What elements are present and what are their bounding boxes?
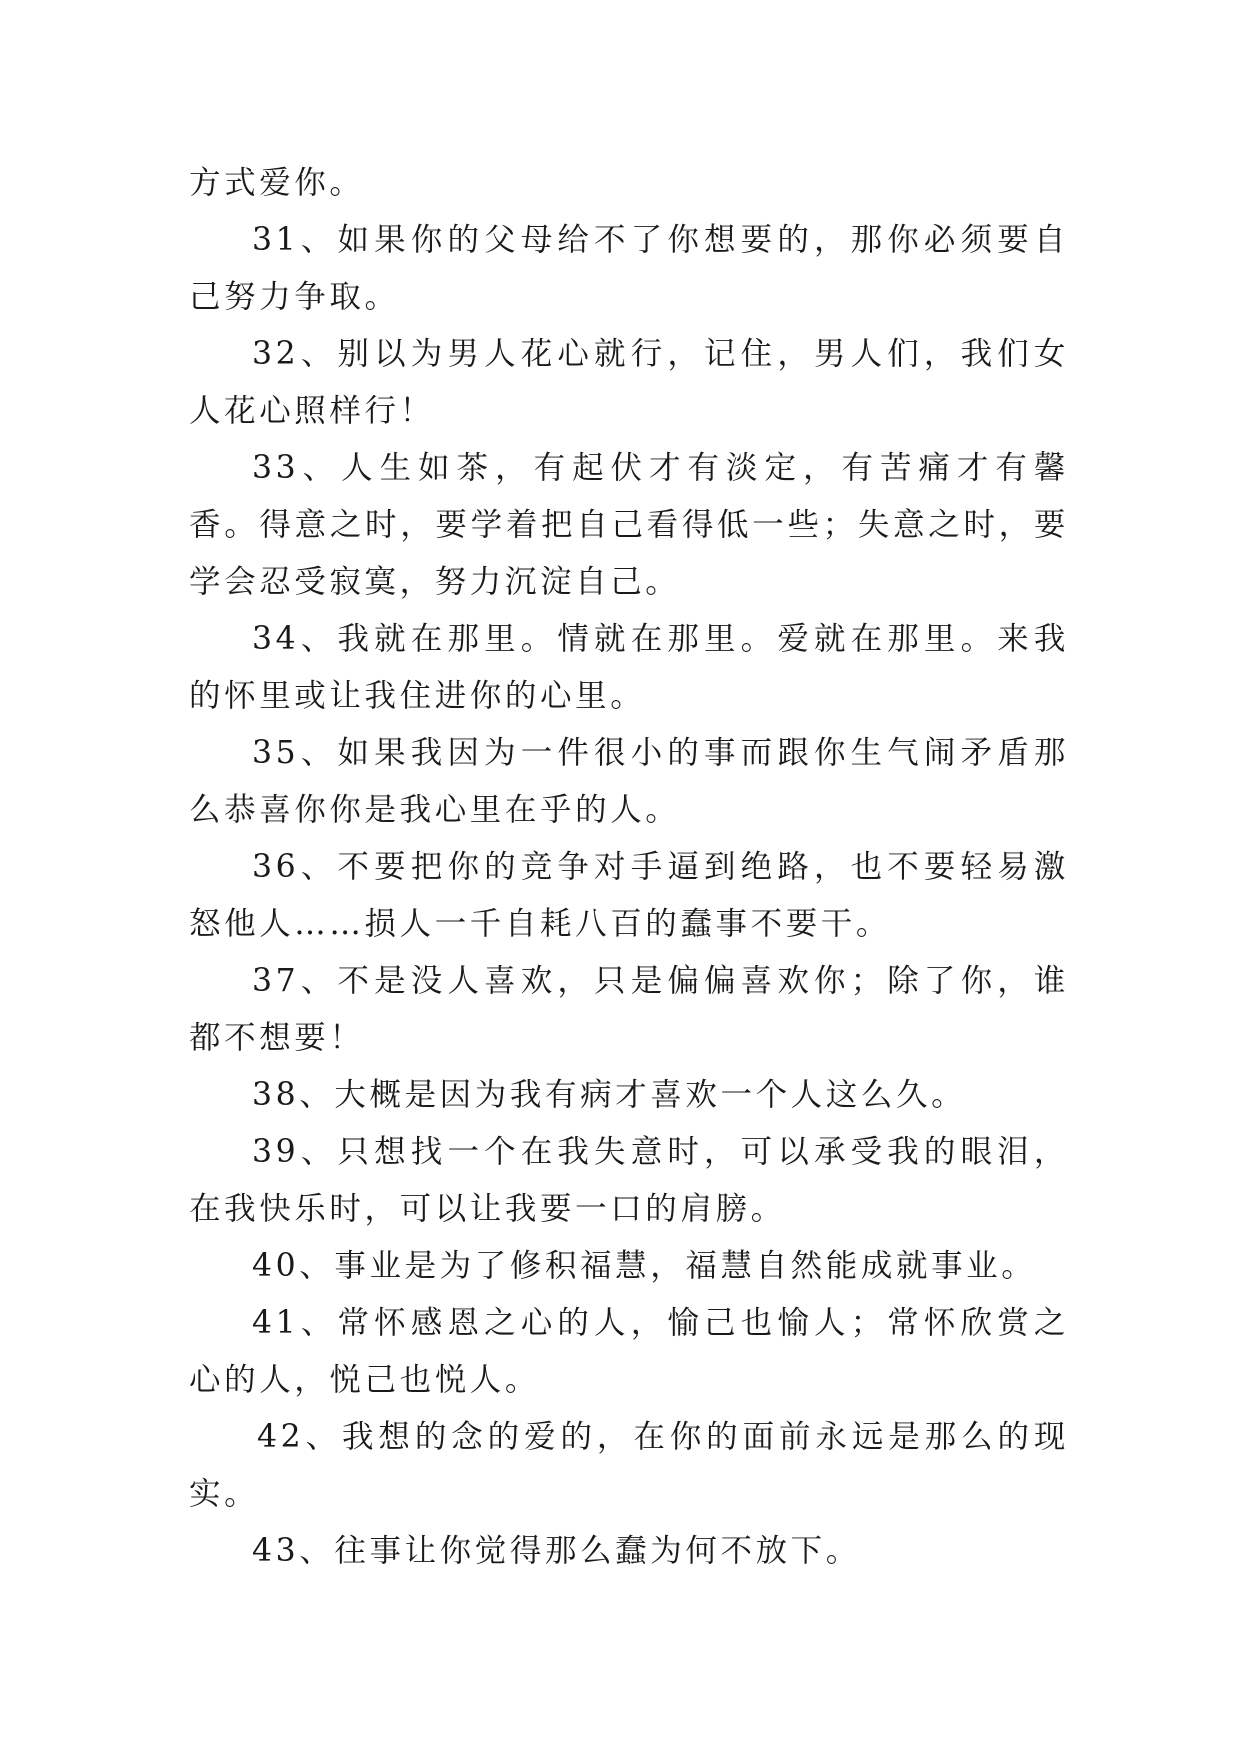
- paragraph-35: 35、如果我因为一件很小的事而跟你生气闹矛盾那么恭喜你你是我心里在乎的人。: [189, 735, 1069, 828]
- paragraph-33: 33、人生如茶，有起伏才有淡定，有苦痛才有馨香。得意之时，要学着把自己看得低一些；失意之时，要学会忍受寂寞，努力沉淀自己。: [189, 450, 1069, 600]
- paragraph-42: 42、我想的念的爱的，在你的面前永远是那么的现实。: [189, 1419, 1069, 1512]
- paragraph-32: 32、别以为男人花心就行，记住，男人们，我们女人花心照样行！: [189, 336, 1069, 429]
- document-body: [189, 155, 1069, 1580]
- paragraph-31: 31、如果你的父母给不了你想要的，那你必须要自己努力争取。: [189, 222, 1069, 315]
- paragraph-39: 39、只想找一个在我失意时，可以承受我的眼泪，在我快乐时，可以让我要一口的肩膀。: [189, 1134, 1069, 1227]
- paragraph-43: 43、往事让你觉得那么蠢为何不放下。: [252, 1533, 861, 1569]
- paragraph-41: 41、常怀感恩之心的人，愉己也愉人；常怀欣赏之心的人，悦己也悦人。: [189, 1305, 1069, 1398]
- paragraph-38: 38、大概是因为我有病才喜欢一个人这么久。: [252, 1077, 967, 1113]
- paragraph-34: 34、我就在那里。情就在那里。爱就在那里。来我的怀里或让我住进你的心里。: [189, 621, 1069, 714]
- paragraph-37: 37、不是没人喜欢，只是偏偏喜欢你；除了你，谁都不想要！: [189, 963, 1069, 1056]
- paragraph-continuation: 方式爱你。: [189, 165, 365, 201]
- paragraph-40: 40、事业是为了修积福慧，福慧自然能成就事业。: [252, 1248, 1037, 1284]
- paragraph-36: 36、不要把你的竞争对手逼到绝路，也不要轻易激怒他人……损人一千自耗八百的蠢事不要干。: [189, 849, 1069, 942]
